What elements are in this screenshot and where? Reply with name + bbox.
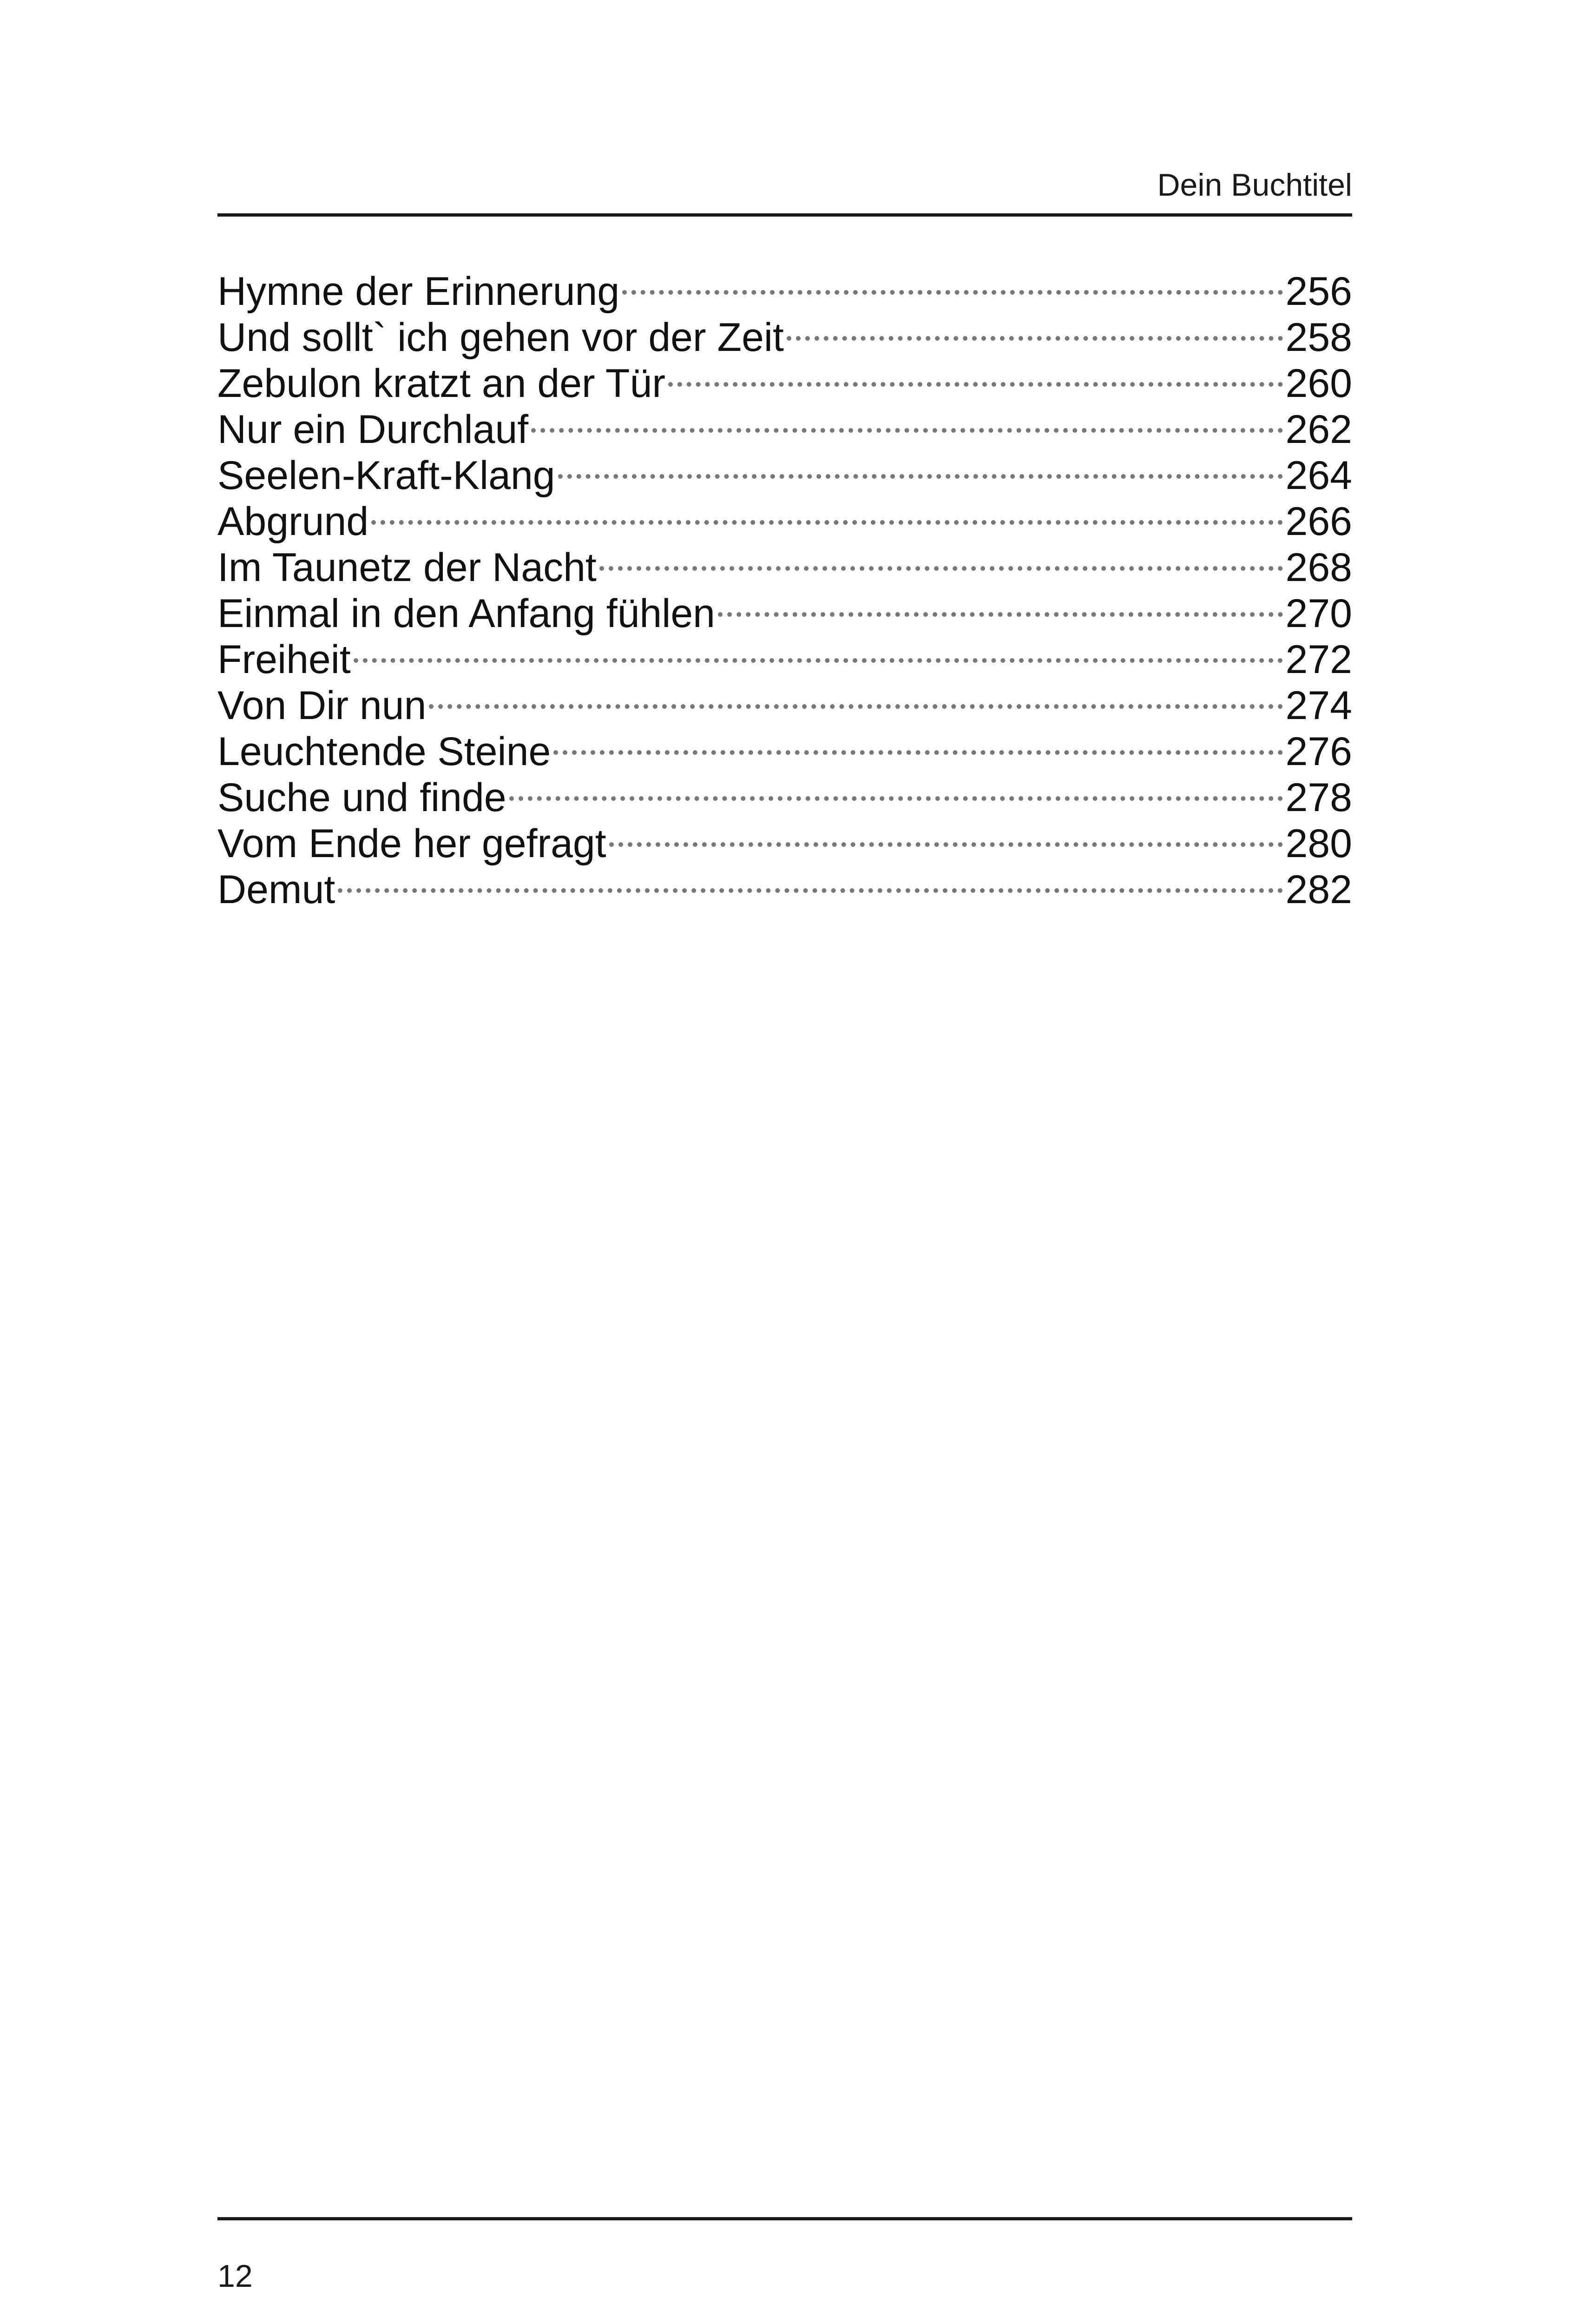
toc-entry [217,729,1352,775]
toc-entry-page: 256 [1285,269,1352,314]
toc-entry-title: Vom Ende her gefragt [217,821,606,866]
toc-entry [217,591,1352,637]
toc-entry [217,821,1352,867]
dot-leader [787,336,1283,341]
toc-entry-page: 268 [1285,545,1352,590]
toc-entry-title: Suche und finde [217,775,506,820]
toc-entry [217,499,1352,545]
toc-entry-title: Abgrund [217,499,369,544]
book-title: Dein Buchtitel [1157,167,1352,203]
toc-entry-page: 274 [1285,683,1352,728]
toc-entry-page: 276 [1285,729,1352,774]
dot-leader [622,290,1282,295]
toc-entry [217,545,1352,591]
toc-entry-page: 264 [1285,453,1352,498]
toc-entry-title: Nur ein Durchlauf [217,407,529,452]
page-footer [217,2217,1352,2294]
toc-entry-title: Von Dir nun [217,683,427,728]
toc-entry [217,867,1352,913]
toc-entry [217,361,1352,407]
toc-entry-page: 282 [1285,867,1352,912]
toc-entry-title: Im Taunetz der Nacht [217,545,597,590]
toc-entry-title: Und sollt` ich gehen vor der Zeit [217,315,784,360]
dot-leader [338,888,1282,893]
toc-entry-page: 278 [1285,775,1352,820]
dot-leader [609,842,1283,847]
toc-entry [217,637,1352,683]
toc-entry-page: 270 [1285,591,1352,636]
dot-leader [718,612,1282,617]
toc-entry-title: Hymne der Erinnerung [217,269,620,314]
dot-leader [531,428,1282,433]
dot-leader [354,658,1283,663]
dot-leader [553,750,1282,755]
dot-leader [558,474,1283,479]
toc-entry-title: Einmal in den Anfang fühlen [217,591,716,636]
dot-leader [509,796,1283,801]
dot-leader [599,566,1283,571]
toc-entry-page: 280 [1285,821,1352,866]
toc-entry [217,315,1352,361]
table-of-contents [217,269,1352,913]
toc-entry-page: 266 [1285,499,1352,544]
dot-leader [668,382,1282,387]
page-number: 12 [217,2258,253,2294]
dot-leader [429,704,1282,709]
toc-entry [217,453,1352,499]
toc-entry-title: Freiheit [217,637,351,682]
toc-entry [217,269,1352,315]
toc-entry-page: 262 [1285,407,1352,452]
toc-entry [217,407,1352,453]
toc-entry [217,683,1352,729]
toc-entry [217,775,1352,821]
toc-entry-page: 258 [1285,315,1352,360]
toc-entry-page: 272 [1285,637,1352,682]
toc-entry-title: Seelen-Kraft-Klang [217,453,555,498]
toc-entry-page: 260 [1285,361,1352,406]
toc-entry-title: Zebulon kratzt an der Tür [217,361,666,406]
running-header [217,149,1352,217]
dot-leader [371,520,1282,525]
toc-entry-title: Demut [217,867,335,912]
toc-entry-title: Leuchtende Steine [217,729,551,774]
